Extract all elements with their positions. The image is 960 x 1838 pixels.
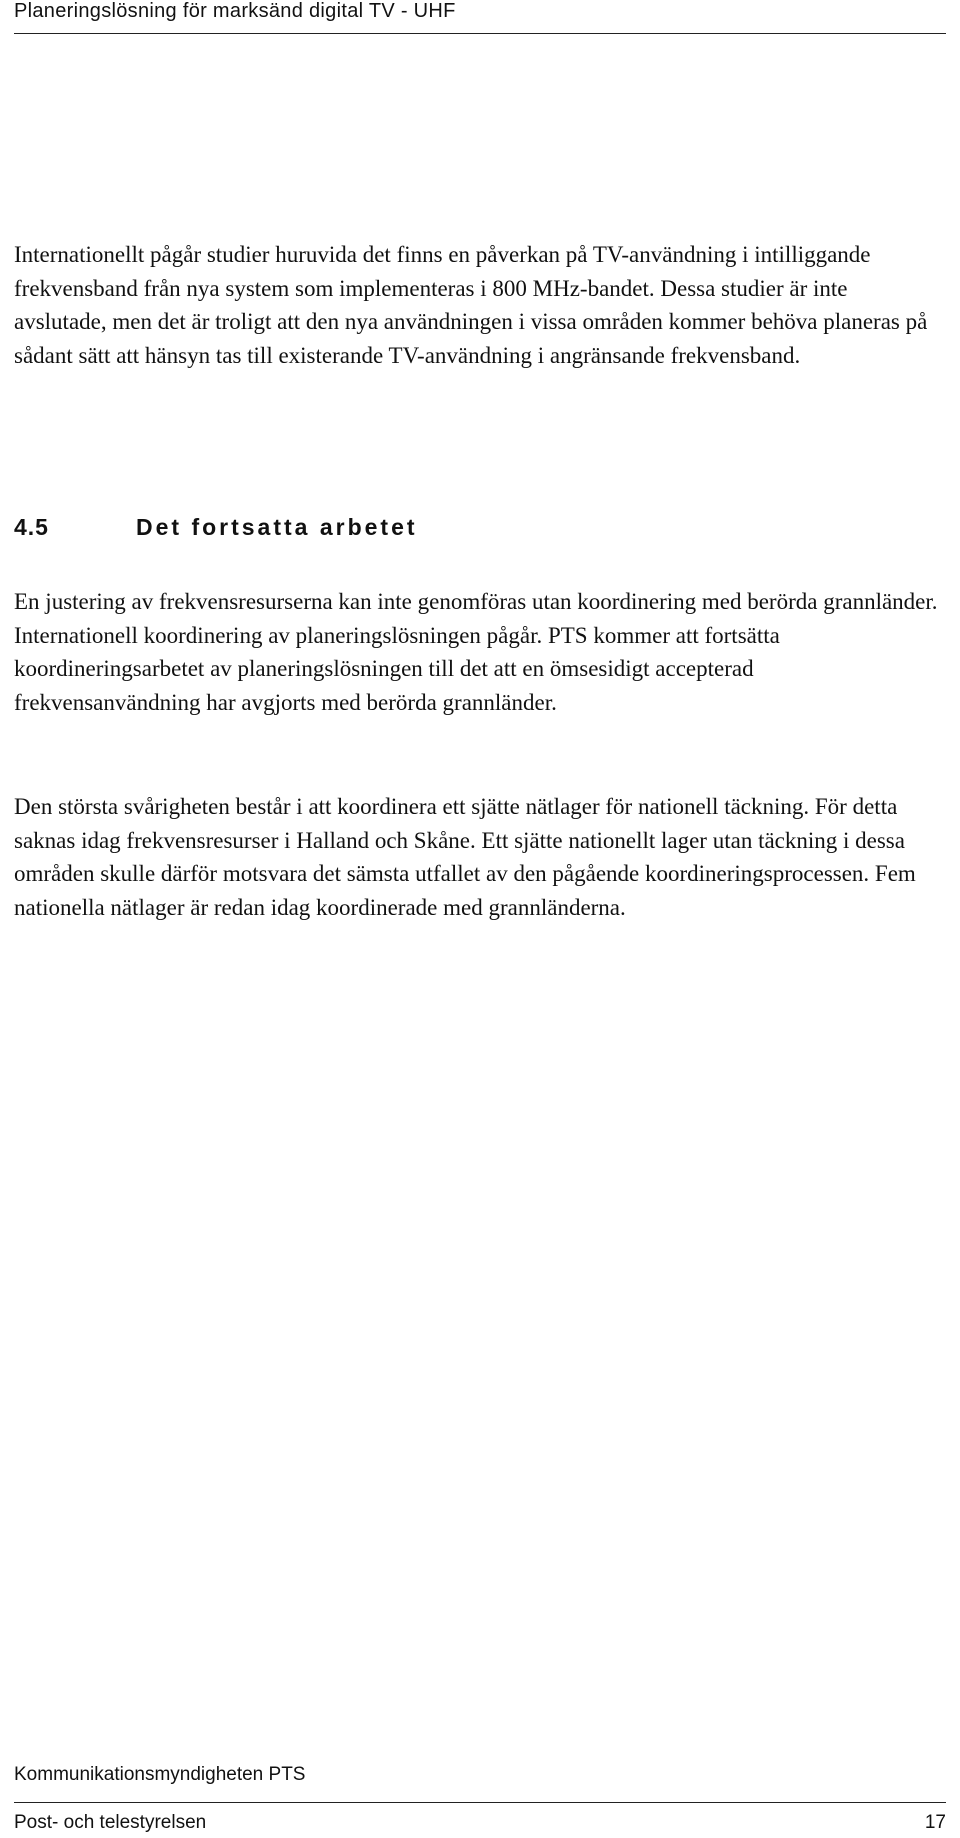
footer-divider: [14, 1802, 946, 1803]
header-divider: [14, 33, 946, 34]
section-number: 4.5: [14, 514, 49, 540]
paragraph-intro: Internationellt pågår studier huruvida det finns en påverkan på TV-användning i intilliggande frekvensband från nya system som implementeras i 800 MHz-bandet. Dessa studier är inte avslutade, men det är troligt att den nya användningen i vissa områden kommer behöva planeras på sådant sätt att hänsyn tas till existerande TV-användning i angränsande frekvensband.: [14, 242, 928, 368]
section-heading: [14, 512, 418, 542]
page-number: 17: [924, 1812, 946, 1833]
footer-organization: Kommunikationsmyndigheten PTS: [14, 1764, 306, 1785]
footer-bar: [14, 1812, 946, 1834]
footer-organization-alt: Post- och telestyrelsen: [14, 1812, 207, 1833]
section-title: Det fortsatta arbetet: [136, 514, 418, 540]
running-header-title: Planeringslösning för marksänd digital TV - UHF: [14, 0, 456, 22]
paragraph-difficulty: Den största svårigheten består i att koordinera ett sjätte nätlager för nationell täckning. För detta saknas idag frekvensresurser i Halland och Skåne. Ett sjätte nationellt lager utan täckning i dessa områden skulle därför motsvara det sämsta utfallet av den pågående koordineringsprocessen. Fem nationella nätlager är redan idag koordinerade med grannländerna.: [14, 794, 916, 920]
paragraph-coordination: En justering av frekvensresurserna kan inte genomföras utan koordinering med berörda grannländer. Internationell koordinering av planeringslösningen pågår. PTS kommer att fortsätta koordineringsarbetet av planeringslösningen till det att en ömsesidigt accepterad frekvensanvändning har avgjorts med berörda grannländer.: [14, 589, 938, 715]
